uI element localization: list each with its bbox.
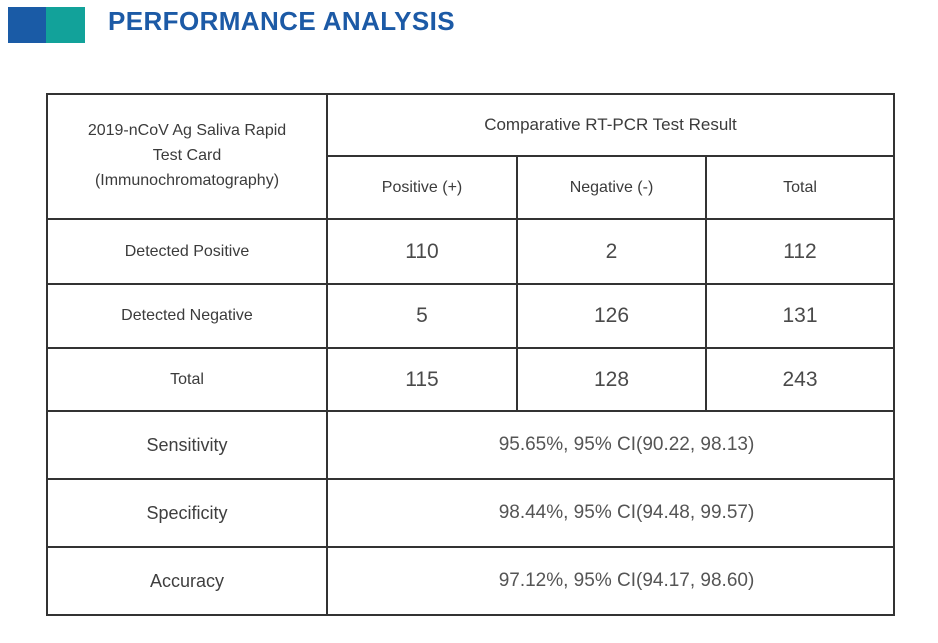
cell-total-total: 243: [706, 348, 894, 411]
col-header-total: Total: [706, 156, 894, 219]
accent-square-blue-icon: [8, 7, 46, 43]
performance-analysis-table: [46, 93, 895, 616]
cell-detected-negative-positive: 5: [327, 284, 517, 348]
row-label-detected-positive: Detected Positive: [47, 219, 327, 284]
col-header-negative: Negative (-): [517, 156, 706, 219]
row-label-total: Total: [47, 348, 327, 411]
test-card-corner-label: 2019-nCoV Ag Saliva Rapid Test Card (Immunochromatography): [47, 94, 327, 219]
stat-value-specificity: 98.44%, 95% CI(94.48, 99.57): [327, 479, 894, 547]
cell-detected-positive-negative: 2: [517, 219, 706, 284]
page-header: [0, 0, 938, 60]
stat-value-sensitivity: 95.65%, 95% CI(90.22, 98.13): [327, 411, 894, 479]
stat-label-accuracy: Accuracy: [47, 547, 327, 615]
stat-row-specificity: [47, 479, 894, 547]
cell-detected-negative-total: 131: [706, 284, 894, 348]
table-row-detected-positive: [47, 219, 894, 284]
stat-row-accuracy: [47, 547, 894, 615]
stat-label-sensitivity: Sensitivity: [47, 411, 327, 479]
row-label-detected-negative: Detected Negative: [47, 284, 327, 348]
cell-total-positive: 115: [327, 348, 517, 411]
stat-label-specificity: Specificity: [47, 479, 327, 547]
stat-value-accuracy: 97.12%, 95% CI(94.17, 98.60): [327, 547, 894, 615]
table-row-detected-negative: [47, 284, 894, 348]
stat-row-sensitivity: [47, 411, 894, 479]
page-title: PERFORMANCE ANALYSIS: [108, 6, 456, 36]
table-header-row-group: [47, 94, 894, 156]
cell-detected-positive-total: 112: [706, 219, 894, 284]
cell-detected-negative-negative: 126: [517, 284, 706, 348]
cell-detected-positive-positive: 110: [327, 219, 517, 284]
accent-square-teal-icon: [46, 7, 85, 43]
table-row-total: [47, 348, 894, 411]
group-header-cell: Comparative RT-PCR Test Result: [327, 94, 894, 156]
col-header-positive: Positive (+): [327, 156, 517, 219]
cell-total-negative: 128: [517, 348, 706, 411]
